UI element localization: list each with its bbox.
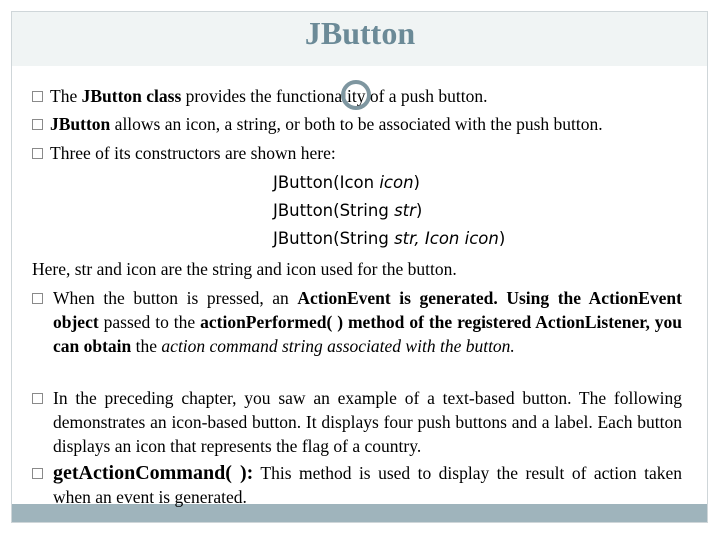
bullet-paragraph: When the button is pressed, an ActionEvent is generated. Using the ActionEvent object passed to the actionPerformed( ) method of the registered ActionListener, you can obtain the action command string associated with the button. <box>32 286 682 358</box>
note-text: Here, str and icon are the string and icon used for the button. <box>32 259 457 279</box>
circle-decoration-icon <box>341 80 371 110</box>
bullet-square-icon <box>32 293 43 304</box>
bullet-item: Three of its constructors are shown here: <box>32 142 336 164</box>
slide-title: JButton <box>304 15 416 51</box>
bullet-square-icon <box>32 393 43 404</box>
bullet-item: JButton allows an icon, a string, or both to be associated with the push button. <box>32 113 603 135</box>
constructor-line: JButton(Icon icon) <box>273 173 420 192</box>
constructor-line: JButton(String str, Icon icon) <box>273 229 506 248</box>
bullet-square-icon <box>32 91 43 102</box>
bullet-paragraph: In the preceding chapter, you saw an example of a text-based button. The following demonstrates an icon-based button. It displays four push buttons and a label. Each button displays an icon that represents the flag of a country. <box>32 386 682 458</box>
bullet-item: The JButton class provides the functionality of a push button. <box>32 85 487 107</box>
constructor-line: JButton(String str) <box>273 201 423 220</box>
bullet-square-icon <box>32 119 43 130</box>
bullet-square-icon <box>32 148 43 159</box>
bullet-paragraph: getActionCommand( ): This method is used to display the result of action taken when an event is generated. <box>32 461 682 509</box>
bullet-square-icon <box>32 468 43 479</box>
